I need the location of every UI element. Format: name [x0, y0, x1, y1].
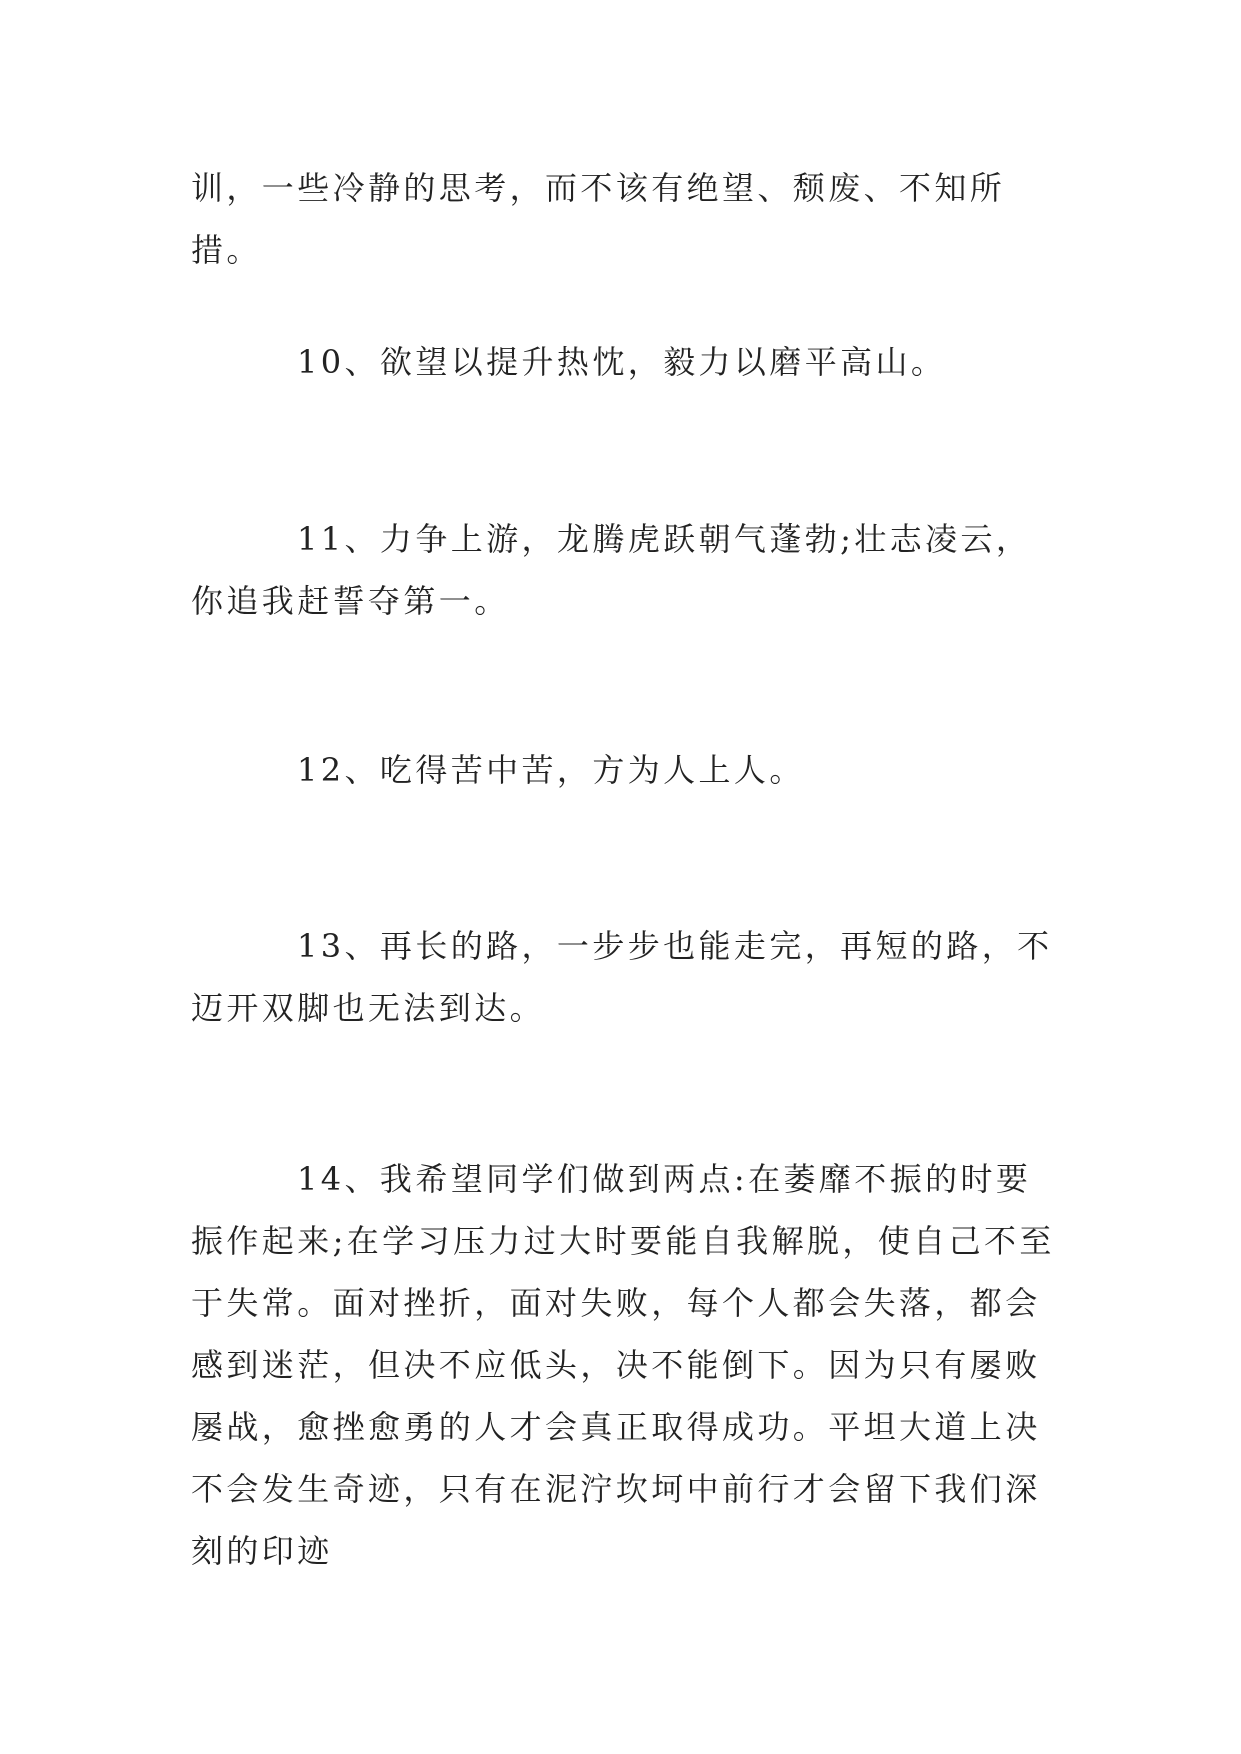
paragraph-item-12: 12、吃得苦中苦，方为人上人。	[297, 751, 805, 789]
paragraph-item-11: 11、力争上游，龙腾虎跃朝气蓬勃;壮志凌云，你追我赶誓夺第一。	[191, 520, 1032, 620]
paragraph-item-14: 14、我希望同学们做到两点:在萎靡不振的时要振作起来;在学习压力过大时要能自我解脱，使自己不至于失常。面对挫折，面对失败，每个人都会失落，都会感到迷茫，但决不应低头，决不能倒下。因为只有屡败屡战，愈挫愈勇的人才会真正取得成功。平坦大道上决不会发生奇迹，只有在泥泞坎坷中前行才会留下我们深刻的印迹	[191, 1160, 1055, 1570]
paragraph-item-10: 10、欲望以提升热忱，毅力以磨平高山。	[297, 343, 947, 381]
paragraph-item-13: 13、再长的路，一步步也能走完，再短的路，不迈开双脚也无法到达。	[191, 927, 1053, 1027]
paragraph-continuation: 训，一些冷静的思考，而不该有绝望、颓废、不知所措。	[191, 169, 1006, 269]
